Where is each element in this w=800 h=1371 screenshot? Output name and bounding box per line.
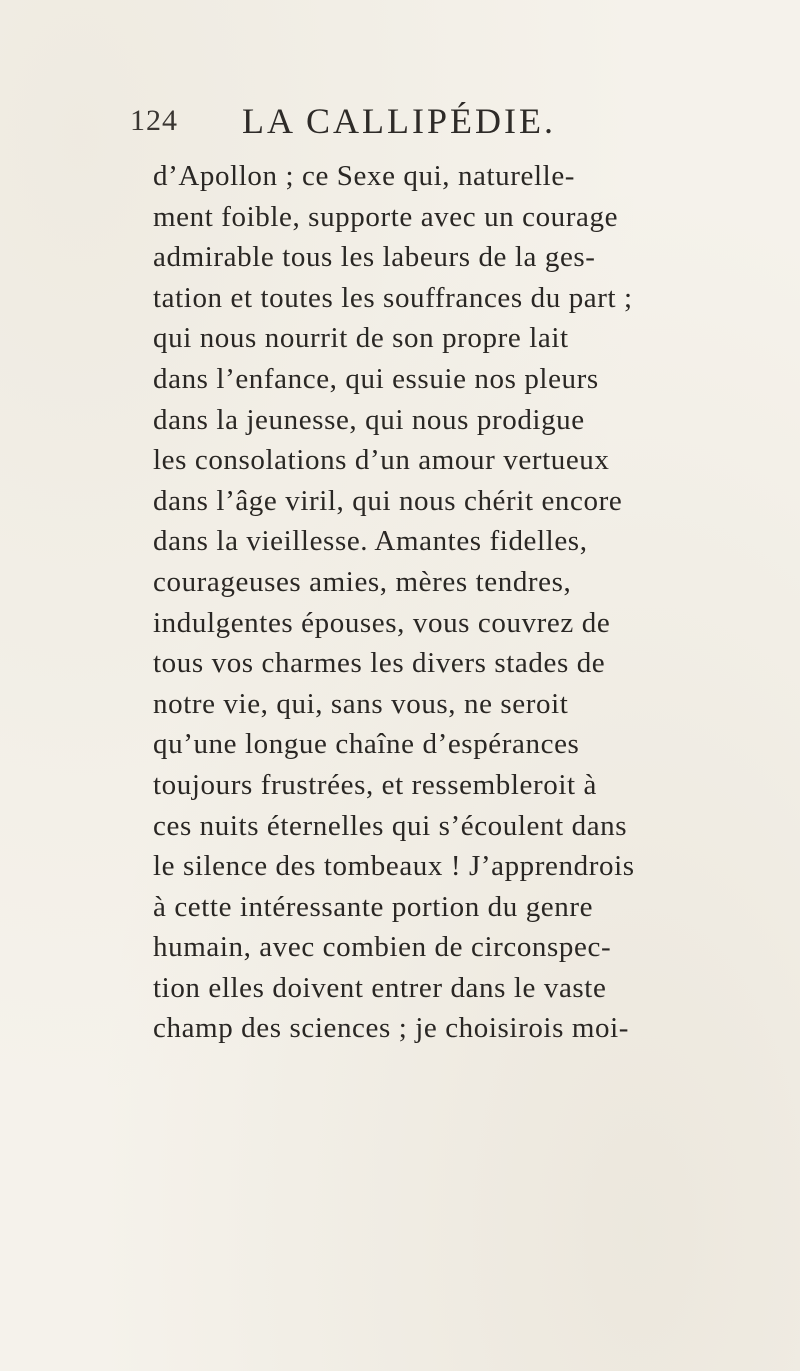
text-line: admirable tous les labeurs de la ges- bbox=[153, 241, 596, 274]
text-line: toujours frustrées, et ressembleroit à bbox=[153, 768, 597, 801]
body-text bbox=[153, 156, 783, 1049]
text-line: d’Apollon ; ce Sexe qui, naturelle- bbox=[153, 160, 576, 192]
text-line: notre vie, qui, sans vous, ne seroit bbox=[153, 687, 569, 720]
page-number: 124 bbox=[130, 104, 178, 137]
text-line: ces nuits éternelles qui s’écoulent dans bbox=[153, 809, 628, 842]
running-title: LA CALLIPÉDIE. bbox=[242, 101, 556, 141]
text-line: humain, avec combien de circonspec- bbox=[153, 931, 612, 964]
text-line: champ des sciences ; je choisirois moi- bbox=[153, 1012, 630, 1045]
text-line: tation et toutes les souffrances du part ; bbox=[153, 281, 633, 314]
text-line: les consolations d’un amour vertueux bbox=[153, 444, 610, 477]
text-line: qui nous nourrit de son propre lait bbox=[153, 322, 569, 355]
text-line: indulgentes épouses, vous couvrez de bbox=[153, 606, 611, 639]
text-line: ment foible, supporte avec un courage bbox=[153, 200, 619, 233]
text-line: dans l’enfance, qui essuie nos pleurs bbox=[153, 362, 599, 395]
text-line: le silence des tombeaux ! J’apprendrois bbox=[153, 850, 635, 883]
text-line: qu’une longue chaîne d’espérances bbox=[153, 728, 580, 761]
text-line: tion elles doivent entrer dans le vaste bbox=[153, 971, 607, 1004]
text-line: tous vos charmes les divers stades de bbox=[153, 647, 606, 680]
text-line: courageuses amies, mères tendres, bbox=[153, 565, 572, 598]
text-line: dans l’âge viril, qui nous chérit encore bbox=[153, 484, 623, 517]
text-line: dans la vieillesse. Amantes fidelles, bbox=[153, 525, 588, 558]
page-header bbox=[130, 100, 750, 144]
text-line: dans la jeunesse, qui nous prodigue bbox=[153, 403, 585, 436]
text-line: à cette intéressante portion du genre bbox=[153, 890, 594, 923]
